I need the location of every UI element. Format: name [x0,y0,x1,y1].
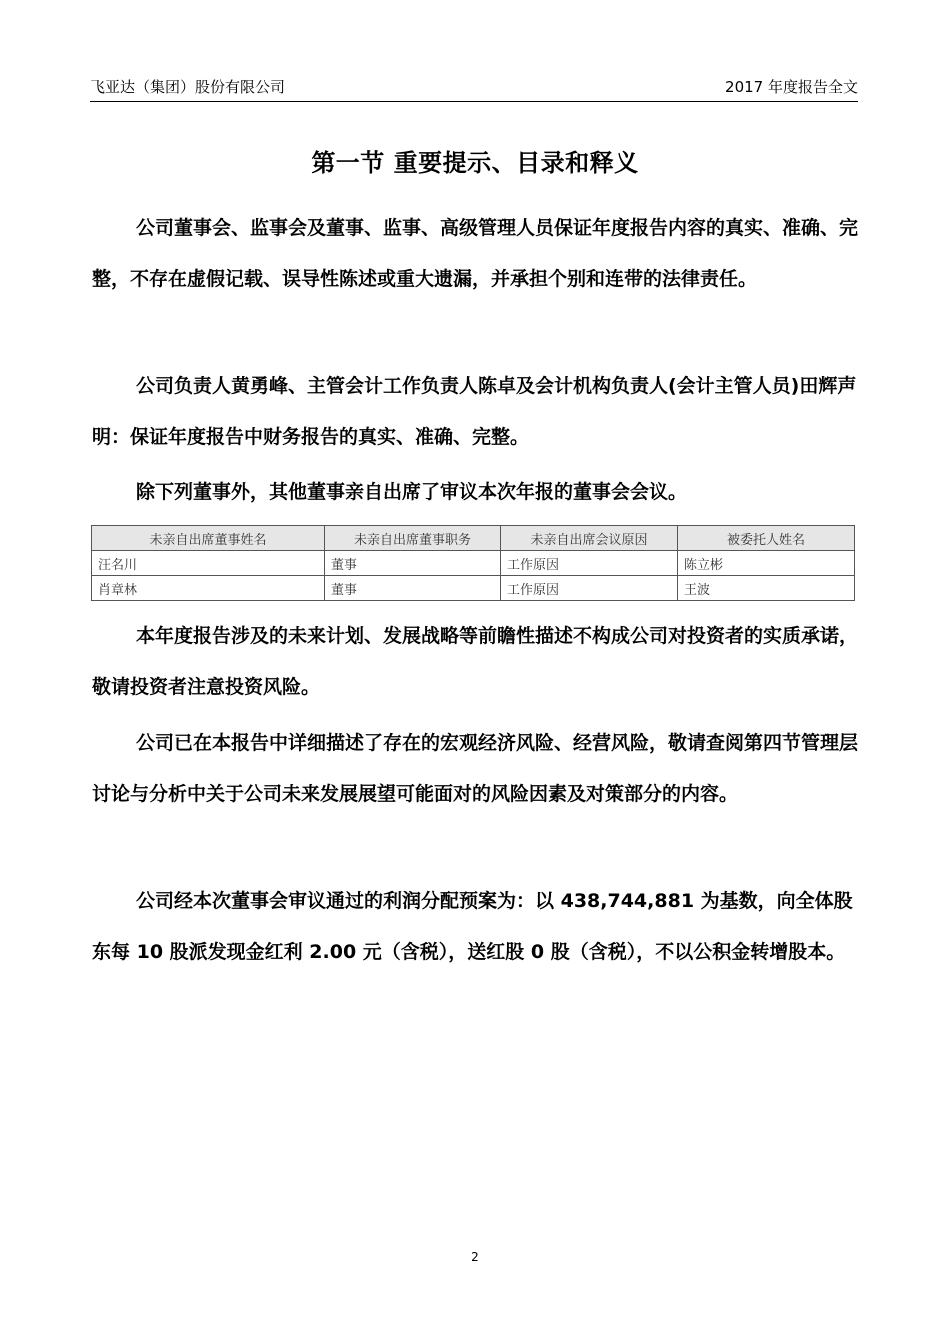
table-row [92,551,855,576]
table-cell: 工作原因 [501,576,678,601]
header-divider [90,101,858,102]
paragraph-board-guarantee [92,203,862,305]
column-header: 未亲自出席会议原因 [501,526,678,551]
table-cell: 汪名川 [92,551,325,576]
paragraph-text: 除下列董事外，其他董事亲自出席了审议本次年报的董事会会议。 [136,481,688,503]
table-cell: 董事 [325,576,501,601]
paragraph-responsible-persons [92,361,862,463]
paragraph-forward-looking [92,611,862,713]
absent-directors-table [91,525,855,601]
paragraph-text: 公司已在本报告中详细描述了存在的宏观经济风险、经营风险，敬请查阅第四节管理层讨论与分析中关于公司未来发展展望可能面对的风险因素及对策部分的内容。 [92,732,859,805]
table-row [92,576,855,601]
section-title: 第一节 重要提示、目录和释义 [311,149,639,177]
paragraph-profit-distribution [92,876,862,978]
page-number: 2 [471,1250,479,1264]
paragraph-text: 本年度报告涉及的未来计划、发展战略等前瞻性描述不构成公司对投资者的实质承诺，敬请投资者注意投资风险。 [92,625,859,698]
table-header-row [92,526,855,551]
table-cell: 陈立彬 [678,551,855,576]
table-cell: 工作原因 [501,551,678,576]
column-header: 被委托人姓名 [678,526,855,551]
column-header: 未亲自出席董事姓名 [92,526,325,551]
table-cell: 王波 [678,576,855,601]
paragraph-directors-attendance [92,467,862,518]
paragraph-text: 公司经本次董事会审议通过的利润分配预案为：以 438,744,881 为基数，向全体股东每 10 股派发现金红利 2.00 元（含税），送红股 0 股（含税），不以公积金转增股本。 [92,890,853,963]
table-cell: 董事 [325,551,501,576]
paragraph-risk-factors [92,718,862,820]
header-report-title: 2017 年度报告全文 [725,78,858,96]
table-cell: 肖章林 [92,576,325,601]
paragraph-text: 公司董事会、监事会及董事、监事、高级管理人员保证年度报告内容的真实、准确、完整，不存在虚假记载、误导性陈述或重大遗漏，并承担个别和连带的法律责任。 [92,217,859,290]
paragraph-text: 公司负责人黄勇峰、主管会计工作负责人陈卓及会计机构负责人(会计主管人员)田辉声明：保证年度报告中财务报告的真实、准确、完整。 [92,375,857,448]
column-header: 未亲自出席董事职务 [325,526,501,551]
header-company-name: 飞亚达（集团）股份有限公司 [90,78,286,96]
